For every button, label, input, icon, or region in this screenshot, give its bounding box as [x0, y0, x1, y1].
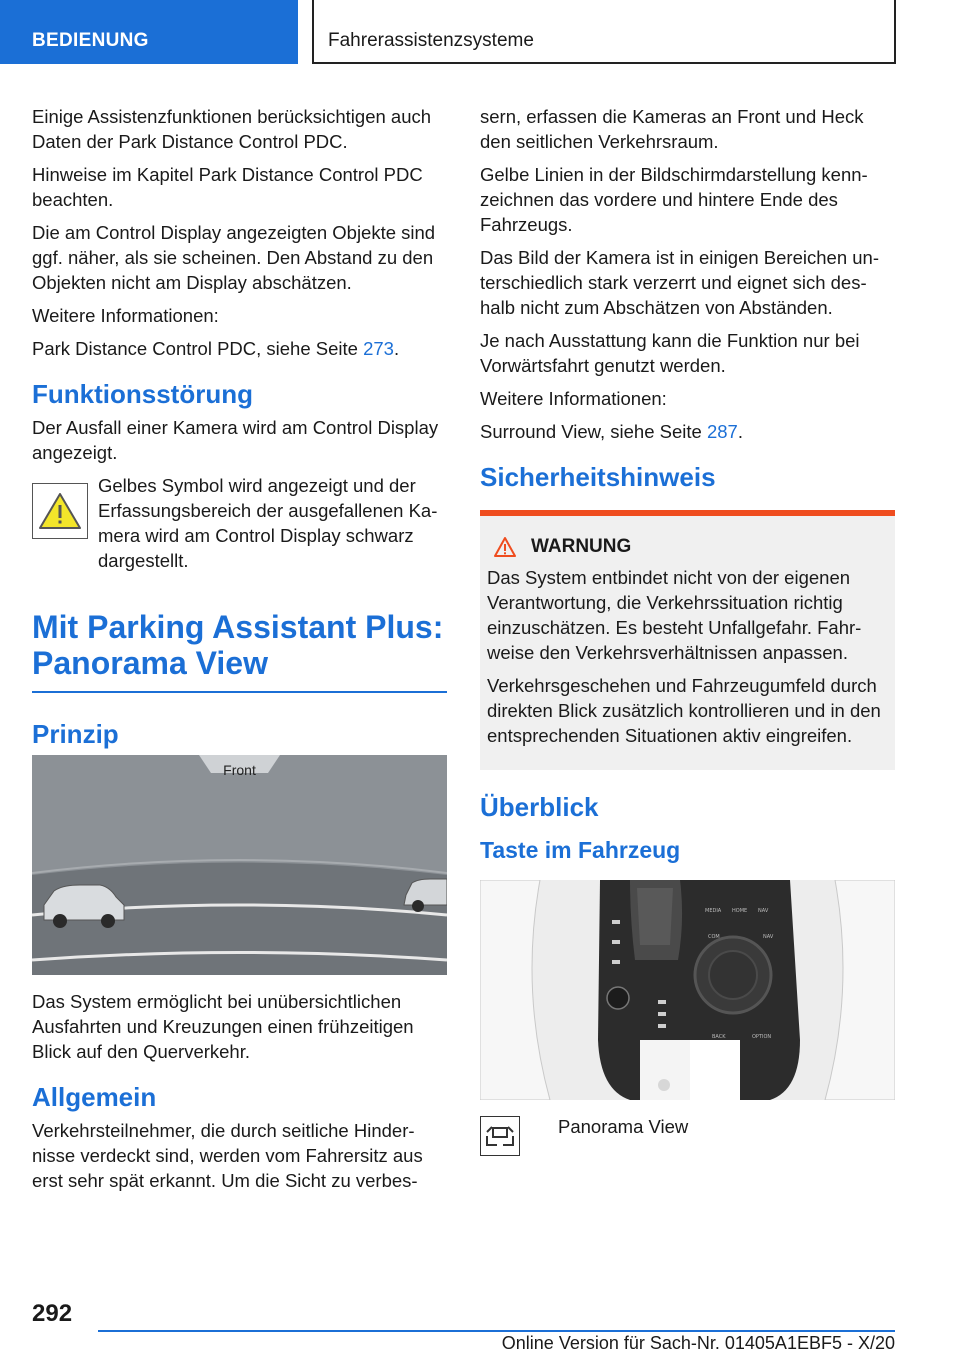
panorama-view-button-row	[480, 1114, 895, 1156]
malfunction-heading: Funktionsstörung	[32, 379, 253, 409]
button-heading: Taste im Fahrzeug	[480, 837, 681, 863]
page-number: 292	[32, 1300, 73, 1327]
chapter-title-line1: Mit Parking Assistant Plus:	[32, 609, 444, 645]
intro-paragraph: Einige Assistenzfunktionen berücksichtigen auch Daten der Park Distance Control PDC.	[32, 106, 432, 152]
principle-text: Das System ermöglicht bei unübersichtlichen Ausfahrten und Kreuzungen einen frühzeitigen Blick auf den Querverkehr.	[32, 991, 414, 1062]
panorama-view-illustration	[32, 755, 447, 975]
intro-paragraph: Die am Control Display angezeigten Objekte sind ggf. näher, als sie scheinen. Den Abstand zu den Objekten nicht am Display abschätzen.	[32, 222, 436, 293]
center-console-illustration	[480, 880, 895, 1100]
xref-text: Park Distance Control PDC, siehe Seite	[32, 338, 364, 359]
left-column	[32, 104, 447, 1201]
body-paragraph: Je nach Ausstattung kann die Funktion nur bei Vorwärtsfahrt genutzt werden.	[480, 330, 860, 376]
svg-text:MEDIA: MEDIA	[705, 908, 722, 914]
symbol-text: Gelbes Symbol wird angezeigt und der Erfassungsbereich der ausgefallenen Kamera wird am Control Display schwarz dargestellt.	[98, 475, 438, 571]
svg-text:BACK: BACK	[712, 1034, 726, 1040]
malfunction-text: Der Ausfall einer Kamera wird am Control Display angezeigt.	[32, 417, 439, 463]
warning-triangle-icon	[493, 536, 517, 558]
online-version-text: Online Version für Sach-Nr. 01405A1EBF5 - X/20	[501, 1333, 895, 1353]
chapter-tab: BEDIENUNG	[0, 0, 298, 64]
right-column	[480, 104, 895, 1156]
chapter-title-line2: Panorama View	[32, 645, 268, 681]
symbol-explanation	[32, 473, 447, 573]
section-title: Fahrerassistenzsysteme	[312, 0, 896, 64]
warning-box	[480, 516, 895, 770]
xref-suffix: .	[393, 338, 400, 359]
figure-label-front: Front	[223, 762, 256, 778]
chapter-title	[32, 609, 447, 681]
chapter-rule	[32, 691, 447, 693]
overview-heading: Überblick	[480, 792, 599, 822]
body-paragraph: Weitere Informationen:	[480, 388, 667, 409]
cross-reference	[32, 336, 447, 361]
principle-heading: Prinzip	[32, 719, 119, 749]
warning-header	[493, 534, 889, 559]
general-heading: Allgemein	[32, 1082, 157, 1112]
xref-suffix: .	[737, 421, 743, 442]
xref-text: Surround View, siehe Seite	[480, 421, 707, 442]
svg-text:NAV: NAV	[758, 908, 769, 914]
warning-label: WARNUNG	[531, 536, 632, 557]
safety-heading: Sicherheitshinweis	[480, 462, 716, 492]
svg-text:HOME: HOME	[732, 908, 748, 914]
svg-text:COM: COM	[708, 934, 720, 940]
body-paragraph: Das Bild der Kamera ist in einigen Bereichen unterschiedlich stark verzerrt und eignet sich deshalb nicht zum Abschätzen von Abständen.	[480, 247, 879, 318]
svg-text:NAV: NAV	[763, 934, 774, 940]
page-link-273[interactable]: 273	[363, 338, 394, 359]
intro-paragraph: Hinweise im Kapitel Park Distance Control PDC beachten.	[32, 164, 423, 210]
general-text: Verkehrsteilnehmer, die durch seitliche Hindernisse verdeckt sind, werden vom Fahrersitz aus erst sehr spät erkannt. Um die Sicht zu verbes-	[32, 1120, 423, 1191]
svg-text:OPTION: OPTION	[752, 1034, 772, 1040]
cross-reference	[480, 419, 895, 444]
footer-rule	[98, 1330, 895, 1332]
warning-triangle-icon	[32, 483, 88, 539]
panorama-view-icon	[480, 1116, 520, 1156]
warning-paragraph: Verkehrsgeschehen und Fahrzeugumfeld durch direkten Blick zusätzlich kontrollieren und in den entsprechenden Situationen aktiv eingreifen.	[487, 675, 881, 746]
panorama-view-caption: Panorama View	[558, 1116, 689, 1137]
body-paragraph: Gelbe Linien in der Bildschirmdarstellung kennzeichnen das vordere und hintere Ende des Fahrzeugs.	[480, 164, 868, 235]
intro-paragraph: Weitere Informationen:	[32, 305, 219, 326]
warning-paragraph: Das System entbindet nicht von der eigenen Verantwortung, die Verkehrssituation richtig einzuschätzen. Es besteht Unfallgefahr. Fahrweise den Verkehrsverhältnissen anpassen.	[487, 567, 862, 663]
page-link-287[interactable]: 287	[706, 421, 738, 442]
body-paragraph: sern, erfassen die Kameras an Front und Heck den seitlichen Verkehrsraum.	[480, 106, 864, 152]
